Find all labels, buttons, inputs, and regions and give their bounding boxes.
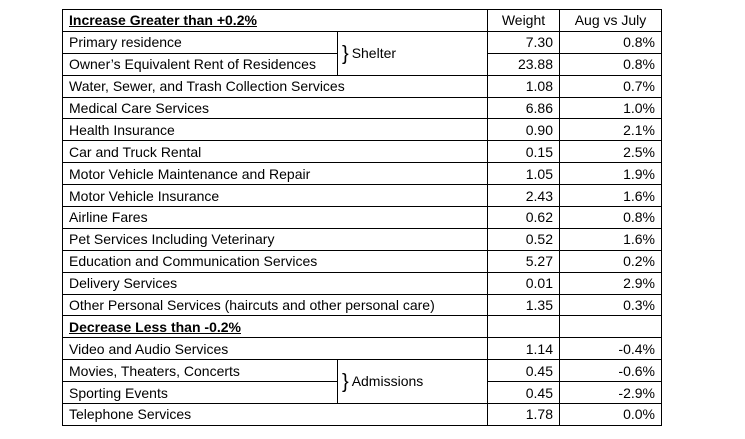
table-row	[63, 404, 662, 426]
empty-cell	[488, 316, 560, 338]
section-heading-decrease: Decrease Less than -0.2%	[63, 316, 488, 338]
item-name: Video and Audio Services	[63, 338, 488, 360]
item-name: Airline Fares	[63, 207, 488, 229]
item-weight: 0.01	[488, 272, 560, 294]
item-change: 2.1%	[560, 119, 662, 141]
item-name: Other Personal Services (haircuts and other personal care)	[63, 294, 488, 316]
table-row	[63, 97, 662, 119]
item-weight: 1.05	[488, 163, 560, 185]
table-row	[63, 228, 662, 250]
item-change: 1.6%	[560, 185, 662, 207]
item-change: 0.7%	[560, 75, 662, 97]
table-row	[63, 75, 662, 97]
item-change: 1.6%	[560, 228, 662, 250]
item-change: 0.3%	[560, 294, 662, 316]
item-weight: 1.14	[488, 338, 560, 360]
item-weight: 0.45	[488, 382, 560, 404]
item-weight: 0.15	[488, 141, 560, 163]
table-row	[63, 250, 662, 272]
item-weight: 2.43	[488, 185, 560, 207]
item-weight: 7.30	[488, 31, 560, 53]
table-row	[63, 207, 662, 229]
item-change: 2.9%	[560, 272, 662, 294]
item-name: Water, Sewer, and Trash Collection Services	[63, 75, 488, 97]
item-change: 0.8%	[560, 31, 662, 53]
column-header-change: Aug vs July	[560, 10, 662, 32]
item-name: Motor Vehicle Maintenance and Repair	[63, 163, 488, 185]
table-row	[63, 119, 662, 141]
table-row	[63, 338, 662, 360]
item-weight: 6.86	[488, 97, 560, 119]
item-change: 1.0%	[560, 97, 662, 119]
item-weight: 0.45	[488, 360, 560, 382]
table-row	[63, 31, 662, 53]
section-heading-increase: Increase Greater than +0.2%	[63, 10, 488, 32]
item-change: 0.8%	[560, 53, 662, 75]
brace-icon: }	[342, 371, 349, 394]
item-weight: 0.52	[488, 228, 560, 250]
brace-icon: }	[342, 42, 349, 65]
cpi-services-table	[62, 9, 662, 426]
empty-cell	[560, 316, 662, 338]
item-change: 0.0%	[560, 404, 662, 426]
item-name: Education and Communication Services	[63, 250, 488, 272]
table-row	[63, 272, 662, 294]
item-change: 0.2%	[560, 250, 662, 272]
column-header-weight: Weight	[488, 10, 560, 32]
item-name: Delivery Services	[63, 272, 488, 294]
table-row	[63, 185, 662, 207]
item-name: Primary residence	[63, 31, 338, 53]
item-name: Pet Services Including Veterinary	[63, 228, 488, 250]
item-weight: 1.08	[488, 75, 560, 97]
item-weight: 1.35	[488, 294, 560, 316]
item-weight: 5.27	[488, 250, 560, 272]
item-name: Telephone Services	[63, 404, 488, 426]
item-change: 2.5%	[560, 141, 662, 163]
item-name: Health Insurance	[63, 119, 488, 141]
item-change: 1.9%	[560, 163, 662, 185]
item-name: Owner’s Equivalent Rent of Residences	[63, 53, 338, 75]
group-label-text: Shelter	[351, 44, 397, 61]
item-weight: 23.88	[488, 53, 560, 75]
table-row	[63, 141, 662, 163]
item-name: Sporting Events	[63, 382, 338, 404]
table-row	[63, 163, 662, 185]
group-label-shelter	[338, 31, 488, 75]
item-change: 0.8%	[560, 207, 662, 229]
item-weight: 1.78	[488, 404, 560, 426]
item-name: Car and Truck Rental	[63, 141, 488, 163]
section-row	[63, 316, 662, 338]
item-name: Motor Vehicle Insurance	[63, 185, 488, 207]
item-change: -0.6%	[560, 360, 662, 382]
item-weight: 0.90	[488, 119, 560, 141]
table-header-row	[63, 10, 662, 32]
table-row	[63, 360, 662, 382]
group-label-text: Admissions	[351, 372, 424, 389]
item-change: -0.4%	[560, 338, 662, 360]
item-weight: 0.62	[488, 207, 560, 229]
item-name: Medical Care Services	[63, 97, 488, 119]
group-label-admissions	[338, 360, 488, 404]
item-change: -2.9%	[560, 382, 662, 404]
item-name: Movies, Theaters, Concerts	[63, 360, 338, 382]
table-row	[63, 294, 662, 316]
